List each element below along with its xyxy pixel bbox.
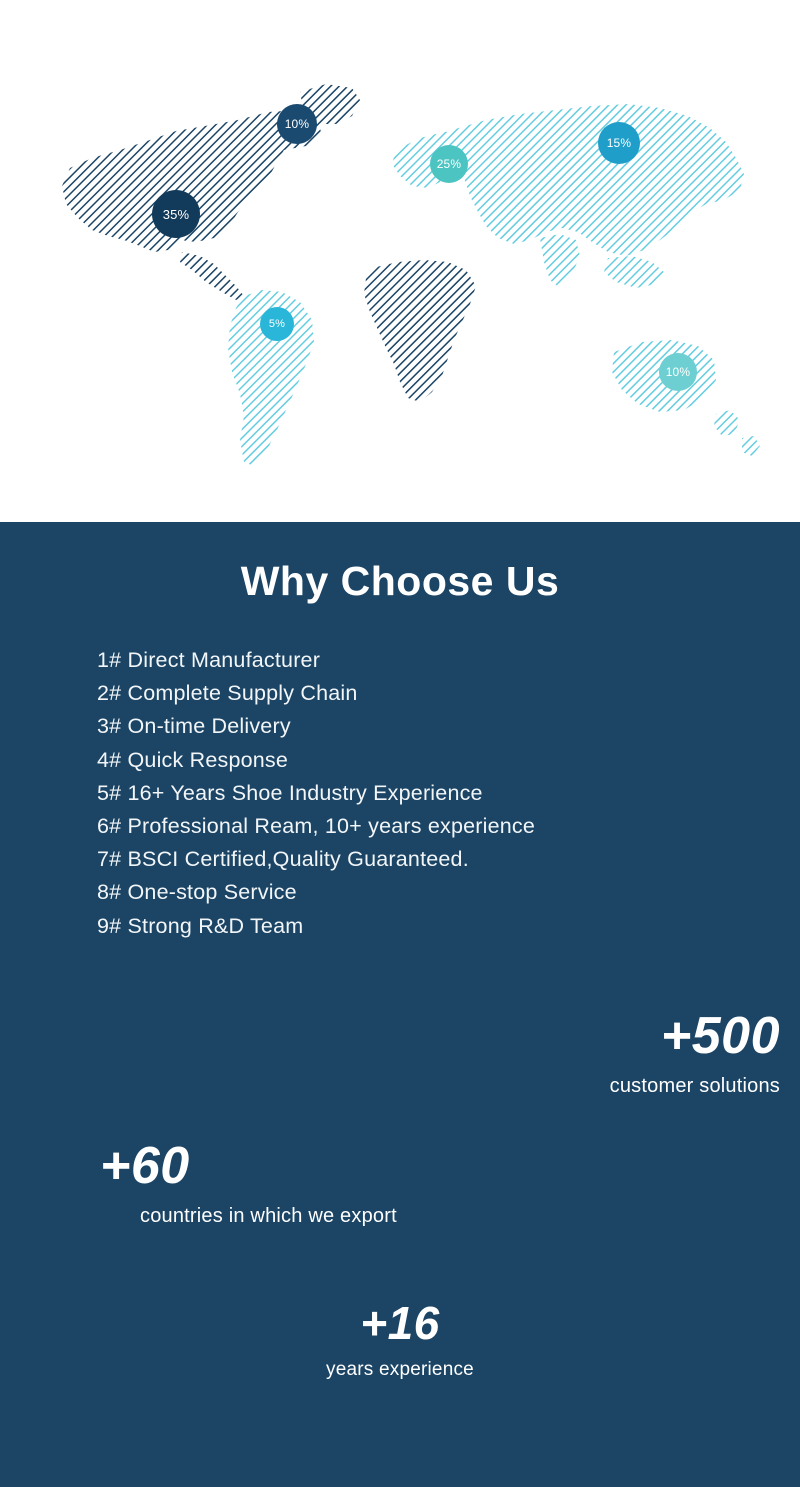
stat-value: +16 xyxy=(360,1297,440,1349)
region-new-zealand xyxy=(714,410,740,436)
region-india xyxy=(540,234,580,288)
why-choose-us-section xyxy=(0,522,800,1487)
list-item: 6# Professional Ream, 10+ years experience xyxy=(97,814,536,839)
list-item: 2# Complete Supply Chain xyxy=(97,681,358,706)
map-marker-europe[interactable] xyxy=(430,145,468,183)
stat-value: +500 xyxy=(660,1007,780,1065)
stat-label: customer solutions xyxy=(609,1075,780,1097)
map-marker-south-america[interactable] xyxy=(260,307,294,341)
stat-years-experience xyxy=(0,1297,800,1380)
region-africa xyxy=(364,260,476,402)
stat-customer-solutions xyxy=(0,1007,780,1097)
list-item: 5# 16+ Years Shoe Industry Experience xyxy=(97,780,483,805)
world-map-section xyxy=(0,0,800,522)
stat-value: +60 xyxy=(100,1137,190,1195)
why-choose-us-list xyxy=(97,644,535,943)
list-item: 7# BSCI Certified,Quality Guaranteed. xyxy=(97,847,469,872)
list-item: 4# Quick Response xyxy=(97,747,289,772)
stat-label: years experience xyxy=(326,1359,474,1380)
list-item: 3# On-time Delivery xyxy=(97,714,291,739)
stat-countries-export xyxy=(100,1137,397,1227)
world-map-svg xyxy=(0,0,800,522)
map-marker-greenland-north[interactable] xyxy=(277,104,317,144)
stat-label: countries in which we export xyxy=(140,1205,397,1227)
region-southeast-asia xyxy=(604,256,664,288)
list-item: 1# Direct Manufacturer xyxy=(97,648,321,672)
region-asia xyxy=(452,104,744,256)
map-marker-label: 10% xyxy=(284,117,310,131)
world-map-graphic xyxy=(0,0,800,522)
region-new-zealand-south xyxy=(742,436,760,456)
list-item: 8# One-stop Service xyxy=(97,880,297,905)
list-item: 9# Strong R&D Team xyxy=(97,913,304,938)
map-marker-oceania[interactable] xyxy=(659,353,697,391)
map-marker-east-asia[interactable] xyxy=(598,122,640,164)
map-marker-label: 25% xyxy=(436,157,462,171)
map-marker-label: 10% xyxy=(665,365,691,379)
why-choose-us-title: Why Choose Us xyxy=(240,558,560,604)
map-marker-label: 15% xyxy=(606,136,632,150)
map-marker-label: 5% xyxy=(268,318,286,330)
map-marker-north-america[interactable] xyxy=(152,190,200,238)
region-central-america xyxy=(180,252,244,300)
map-marker-label: 35% xyxy=(162,206,190,222)
